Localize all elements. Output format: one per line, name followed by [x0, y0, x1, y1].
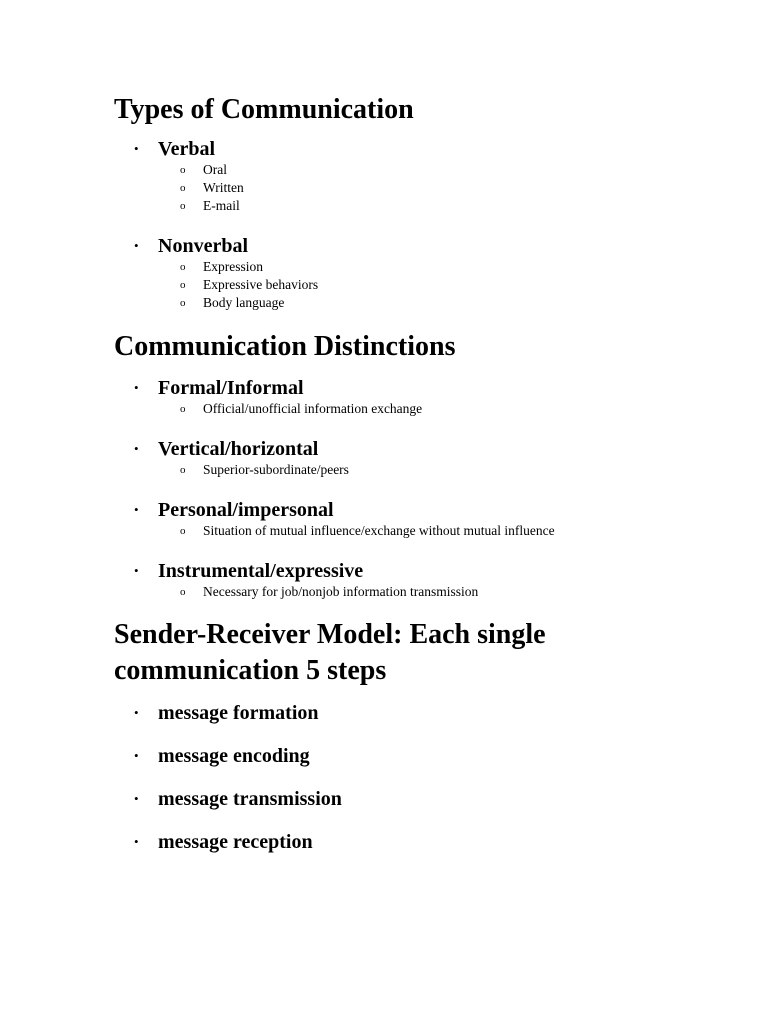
sub-item-text: Situation of mutual influence/exchange without mutual influence	[203, 523, 555, 538]
sub-list-item	[158, 294, 734, 312]
circle-bullet-icon: o	[180, 200, 186, 212]
list-item	[114, 744, 734, 768]
section-sender-receiver-model	[114, 617, 734, 854]
section-heading: Sender-Receiver Model: Each single communication 5 steps	[114, 619, 546, 686]
list-item	[114, 559, 734, 601]
sub-list	[158, 461, 734, 479]
sub-list	[158, 161, 734, 215]
sub-item-text: Necessary for job/nonjob information transmission	[203, 584, 479, 599]
list-item	[114, 830, 734, 854]
topic-list	[114, 376, 734, 601]
item-title: Instrumental/expressive	[158, 560, 364, 582]
item-title: message formation	[158, 702, 319, 724]
sub-item-text: Expression	[203, 259, 263, 274]
circle-bullet-icon: o	[180, 164, 186, 176]
sub-item-text: Superior-subordinate/peers	[203, 462, 349, 477]
item-title: message encoding	[158, 745, 310, 767]
sub-item-text: Official/unofficial information exchange	[203, 401, 423, 416]
item-title: Vertical/horizontal	[158, 438, 319, 460]
sub-item-text: E-mail	[203, 198, 240, 213]
item-title: Personal/impersonal	[158, 499, 334, 521]
section-heading: Types of Communication	[114, 94, 414, 125]
topic-list	[114, 137, 734, 312]
sub-item-text: Expressive behaviors	[203, 277, 319, 292]
circle-bullet-icon: o	[180, 525, 186, 537]
sub-item-text: Written	[203, 180, 244, 195]
bullet-icon: •	[134, 748, 139, 763]
bullet-icon: •	[134, 441, 139, 456]
bullet-icon: •	[134, 791, 139, 806]
sub-list-item	[158, 197, 734, 215]
sub-list	[158, 522, 734, 540]
bullet-icon: •	[134, 834, 139, 849]
sub-list-item	[158, 400, 734, 418]
sub-item-text: Body language	[203, 295, 285, 310]
bullet-icon: •	[134, 705, 139, 720]
sub-list	[158, 258, 734, 312]
item-title: Verbal	[158, 138, 216, 160]
bullet-icon: •	[134, 141, 139, 156]
list-item	[114, 787, 734, 811]
sub-list	[158, 583, 734, 601]
circle-bullet-icon: o	[180, 403, 186, 415]
sub-list-item	[158, 258, 734, 276]
list-item	[114, 437, 734, 479]
item-title: Formal/Informal	[158, 377, 304, 399]
section-types-of-communication	[114, 92, 734, 312]
sub-list-item	[158, 161, 734, 179]
sub-list-item	[158, 522, 734, 540]
sub-list-item	[158, 179, 734, 197]
section-communication-distinctions	[114, 329, 734, 601]
circle-bullet-icon: o	[180, 279, 186, 291]
bullet-icon: •	[134, 502, 139, 517]
bullet-icon: •	[134, 563, 139, 578]
sub-list-item	[158, 461, 734, 479]
item-title: message transmission	[158, 788, 342, 810]
item-title: message reception	[158, 831, 313, 853]
list-item	[114, 498, 734, 540]
circle-bullet-icon: o	[180, 182, 186, 194]
sub-list-item	[158, 276, 734, 294]
list-item	[114, 234, 734, 312]
topic-list	[114, 701, 734, 854]
bullet-icon: •	[134, 238, 139, 253]
circle-bullet-icon: o	[180, 586, 186, 598]
section-heading: Communication Distinctions	[114, 331, 456, 362]
circle-bullet-icon: o	[180, 261, 186, 273]
list-item	[114, 701, 734, 725]
sub-list	[158, 400, 734, 418]
sub-item-text: Oral	[203, 162, 227, 177]
list-item	[114, 137, 734, 215]
document-page	[114, 92, 734, 854]
sub-list-item	[158, 583, 734, 601]
bullet-icon: •	[134, 380, 139, 395]
list-item	[114, 376, 734, 418]
item-title: Nonverbal	[158, 235, 248, 257]
circle-bullet-icon: o	[180, 464, 186, 476]
circle-bullet-icon: o	[180, 297, 186, 309]
